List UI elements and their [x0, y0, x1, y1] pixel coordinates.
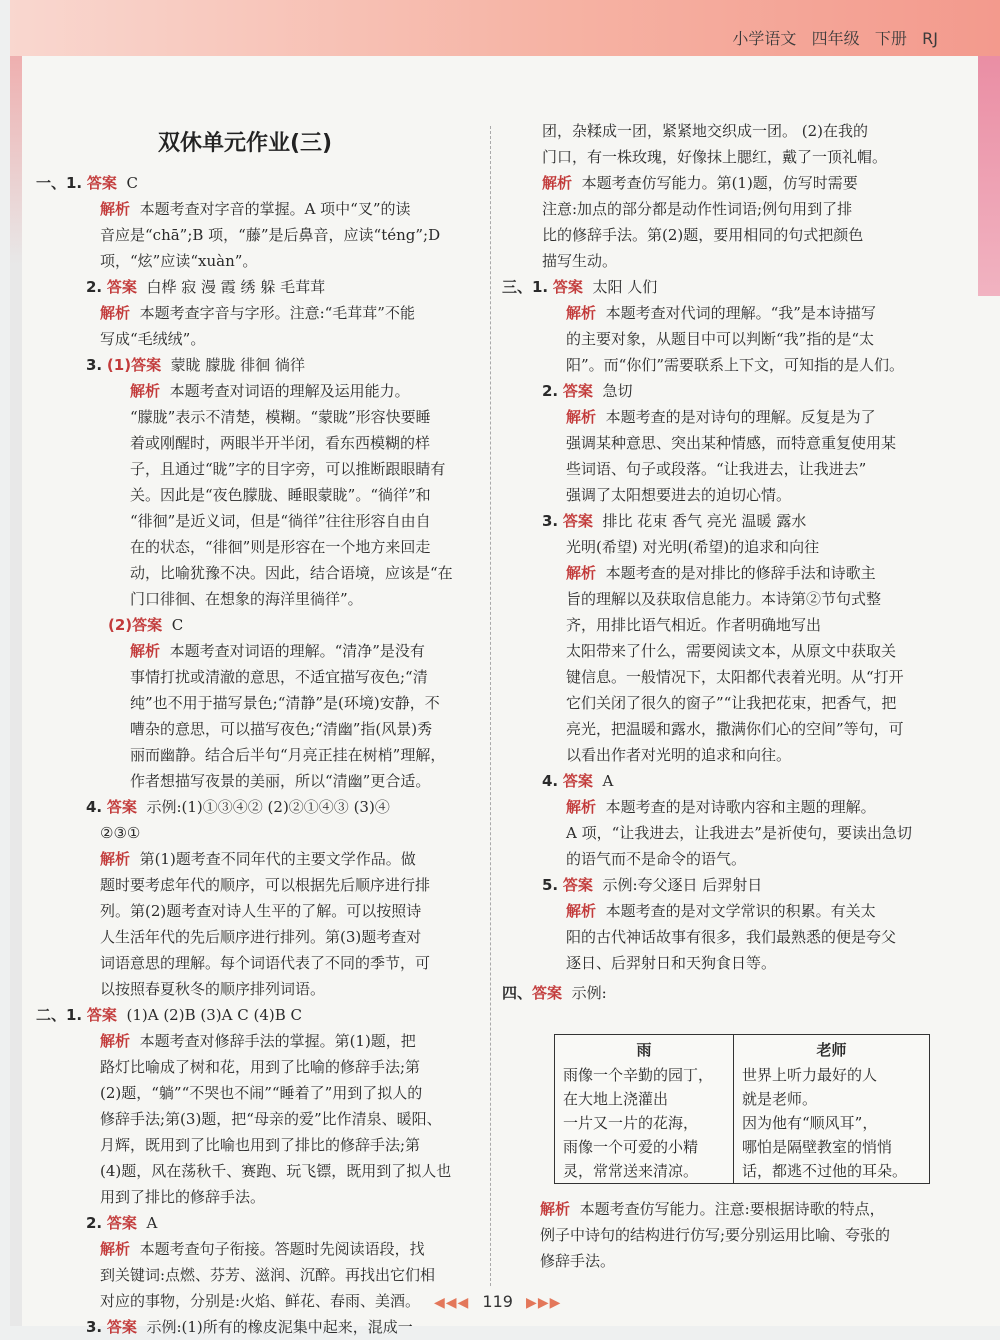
right-column: 团，杂糅成一团，紧紧地交织成一团。 (2)在我的 门口，有一株玫瑰，好像抹上腮红，戴了一顶礼帽。 解析 本题考查仿写能力。第(1)题，仿写时需要 注意:加点的部分都是动作性词语;例句用到了排 比的修辞手法。第(2)题，要用相同的句式把颜色 描写生动。 三、1. 答案 太阳 人们 解析 本题考查对代词的理解。“我”是本诗描写 的主要对象，从题目中可以判断“我”指的是“太 阳”。而“你们”需要联系上下文，可知指的是人们。 2. 答案 急切 解析 本题考查的是对诗句的理解。反复是为了 强调某种意思、突出某种情感，而特意重复使用某 些词语、句子或段落。“让我进去，让我进去” 强调了太阳想要进去的迫切心情。 3. 答案 排比 花束 香气 亮光 温暖 露水 光明(希望) 对光明(希望)的追求和向往 解析 本题考查的是对排比的修辞手法和诗歌主 旨的理解以及获取信息能力。本诗第②节句式整 齐，用排比语气相近。作者明确地写出 太阳带来了什么，需要阅读文本，从原文中获取关 键信息。一般情况下，太阳都代表着光明。从“打开 它们关闭了很久的窗子”“让我把花束，把香气，把 亮光，把温暖和露水，撒满你们心的空间”等句，可 以看出作者对光明的追求和向往。 4. 答案 A 解析 本题考查的是对诗歌内容和主题的理解。 A 项，“让我进去，让我进去”是祈使句，要读出急切 的语气而不是命令的语气。 5. 答案 示例:夸父逐日 后羿射日 解析 本题考查的是对文学常识的积累。有关太 阳的古代神话故事有很多，我们最熟悉的便是夸父 逐日、后羿射日和天狗食日等。 四、答案 示例:: [502, 118, 942, 1006]
page-number: 119: [482, 1292, 513, 1311]
q1-2-answer: 2. 答案 白桦 寂 漫 霞 绣 躲 毛茸茸: [86, 278, 326, 296]
q3-2-answer: 2. 答案 急切: [542, 382, 633, 400]
q2-1-answer: 二、1. 答案 (1)A (2)B (3)A C (4)B C: [36, 1006, 302, 1024]
q1-3-answer: 3. (1)答案 蒙眬 朦胧 徘徊 徜徉: [86, 356, 305, 374]
column-divider: [490, 126, 491, 1286]
page-footer: [434, 1292, 561, 1311]
q1-1-answer: 一、1. 答案 C: [36, 174, 138, 192]
q3-5-answer: 5. 答案 示例:夸父逐日 后羿射日: [542, 876, 763, 894]
q3-4-answer: 4. 答案 A: [542, 772, 614, 790]
subject-label: 小学语文 四年级 下册 RJ: [732, 29, 938, 48]
q2-3-answer: 3. 答案 示例:(1)所有的橡皮泥集中起来，混成一: [86, 1318, 413, 1336]
q4-answer: 四、答案 示例:: [502, 984, 607, 1002]
q2-2-answer: 2. 答案 A: [86, 1214, 158, 1232]
poem-table: [554, 1034, 930, 1184]
q1-3-2-answer: (2)答案 C: [108, 616, 184, 634]
side-tab: [978, 56, 1000, 296]
q1-4-answer: 4. 答案 示例:(1)①③④② (2)②①④③ (3)④: [86, 798, 390, 816]
prev-arrows-icon: ◀◀◀: [434, 1295, 470, 1311]
q3-1-answer: 三、1. 答案 太阳 人们: [502, 278, 658, 296]
left-edge-band: [10, 0, 22, 1326]
next-arrows-icon: ▶▶▶: [526, 1295, 562, 1311]
page-title: 双休单元作业(三): [158, 131, 333, 156]
page: [10, 0, 1000, 1336]
poem-column-teacher: 老师 世界上听力最好的人 就是老师。 因为他有“顺风耳”， 哪怕是隔壁教室的悄悄 话，都逃不过他的耳朵。: [742, 1041, 908, 1180]
poem-column-rain: 雨 雨像一个辛勤的园丁， 在大地上浇灌出 一片又一片的花海， 雨像一个可爱的小精 灵，常常送来清凉。: [555, 1035, 734, 1183]
left-column: 一、1. 答案 C 解析 本题考查对字音的掌握。A 项中“叉”的读 音应是“chā”;B 项，“藤”是后鼻音，应读“téng”;D 项，“炫”应读“xuàn”。 2. 答案 白桦 寂 漫 霞 绣 躲 毛茸茸 解析 本题考查字音与字形。注意:“毛茸茸”不能 写成“毛绒绒”。 3. (1)答案 蒙眬 朦胧 徘徊 徜徉 解析 本题考查对词语的理解及运用能力。 “朦胧”表示不清楚，模糊。“蒙眬”形容快要睡 着或刚醒时，两眼半开半闭，看东西模糊的样 子，且通过“眬”字的目字旁，可以推断跟眼睛有 关。因此是“夜色朦胧、睡眼蒙眬”。“徜徉”和 “徘徊”是近义词，但是“徜徉”往往形容自由自 在的状态，“徘徊”则是形容在一个地方来回走 动，比喻犹豫不决。因此，结合语境，应该是“在 门口徘徊、在想象的海洋里徜徉”。 (2)答案 C 解析 本题考查对词语的理解。“清净”是没有 事情打扰或清澈的意思，不适宜描写夜色;“清 纯”也不用于描写景色;“清静”是(环境)安静，不 嘈杂的意思，可以描写夜色;“清幽”指(风景)秀 丽而幽静。结合后半句“月亮正挂在树梢”理解， 作者想描写夜景的美丽，所以“清幽”更合适。 4. 答案 示例:(1)①③④② (2)②①④③ (3)④ ②③① 解析 第(1)题考查不同年代的主要文学作品。做 题时要考虑年代的顺序，可以根据先后顺序进行排 列。第(2)题考查对诗人生平的了解。可以按照诗 人生活年代的先后顺序进行排列。第(3)题考查对 词语意思的理解。每个词语代表了不同的季节，可 以按照春夏秋冬的顺序排列词语。 二、1. 答案 (1)A (2)B (3)A C (4)B C 解析 本题考查对修辞手法的掌握。第(1)题，把 路灯比喻成了树和花，用到了比喻的修辞手法;第 (2)题，“躺”“不哭也不闹”“睡着了”用到了拟人的 修辞手法;第(3)题，把“母亲的爱”比作清泉、暖阳、 月辉，既用到了比喻也用到了排比的修辞手法;第 (4)题，风在荡秋千、赛跑、玩飞镖，既用到了拟人也 用到了排比的修辞手法。 2. 答案 A 解析 本题考查句子衔接。答题时先阅读语段，找 到关键词:点燃、芬芳、滋润、沉醉。再找出它们相 对应的事物，分别是:火焰、鲜花、春雨、美酒。 3. 答案 示例:(1)所有的橡皮泥集中起来，混成一: [36, 170, 486, 1340]
q3-3-answer: 3. 答案 排比 花束 香气 亮光 温暖 露水: [542, 512, 807, 530]
q4-analysis: 解析 本题考查仿写能力。注意:要根据诗歌的特点， 例子中诗句的结构进行仿写;要分别运用比喻、夸张的 修辞手法。: [540, 1200, 891, 1270]
